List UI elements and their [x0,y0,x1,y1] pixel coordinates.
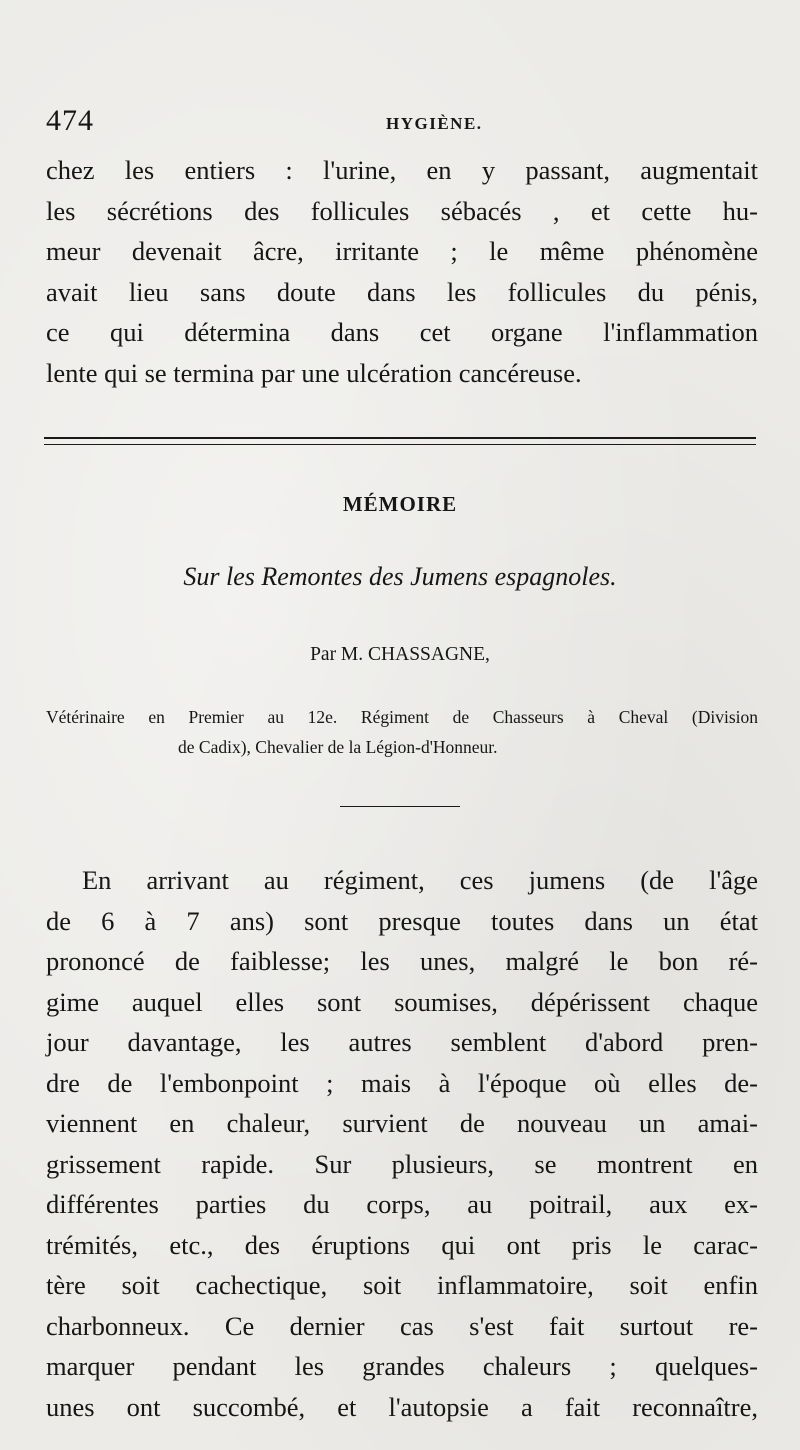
memoir-title: MÉMOIRE [342,492,458,516]
text-line: unes ont succombé, et l'autopsie a fait reconnaître, [46,1391,758,1422]
credentials-line: de Cadix), Chevalier de la Légion-d'Honneur. [178,737,498,757]
text-line: En arrivant au régiment, ces jumens (de l'âge [82,865,758,895]
text-line: les sécrétions des follicules sébacés , et cette hu- [46,195,758,226]
credentials-line: Vétérinaire en Premier au 12e. Régiment de Chasseurs à Cheval (Division [46,707,758,727]
text-line: marquer pendant les grandes chaleurs ; quelques- [46,1351,758,1381]
memoir-author: Par M. CHASSAGNE, [310,644,490,665]
text-line: lente qui se termina par une ulcération cancéreuse. [46,357,582,388]
memoir-subtitle: Sur les Remontes des Jumens espagnoles. [183,562,617,591]
text-line: avait lieu sans doute dans les follicules du pénis, [46,276,758,307]
text-line: de 6 à 7 ans) sont presque toutes dans un état [46,905,758,936]
text-line: charbonneux. Ce dernier cas s'est fait surtout re- [46,1310,758,1341]
section-divider [44,437,756,445]
text-line: ce qui détermina dans cet organe l'inflammation [46,317,758,347]
text-line: trémités, etc., des éruptions qui ont pris le carac- [46,1229,758,1260]
text-line: différentes parties du corps, au poitrail, aux ex- [46,1189,758,1219]
intro-paragraph [46,150,758,393]
text-line: dre de l'embonpoint ; mais à l'époque où elles de- [46,1067,758,1098]
text-line: grissement rapide. Sur plusieurs, se montrent en [46,1148,758,1179]
text-line: chez les entiers : l'urine, en y passant, augmentait [46,155,758,185]
text-line: meur devenait âcre, irritante ; le même phénomène [46,236,758,266]
main-paragraph [46,860,758,1427]
running-title: HYGIÈNE. [386,114,483,133]
author-credentials [46,702,758,762]
short-divider [340,806,460,807]
text-line: jour davantage, les autres semblent d'abord pren- [46,1027,758,1057]
page-number: 474 [46,104,94,137]
text-line: tère soit cachectique, soit inflammatoire, soit enfin [46,1270,758,1300]
text-line: viennent en chaleur, survient de nouveau un amai- [46,1108,758,1138]
text-line: prononcé de faiblesse; les unes, malgré le bon ré- [46,946,758,976]
text-line: gime auquel elles sont soumises, dépérissent chaque [46,986,758,1017]
running-head [46,104,760,144]
